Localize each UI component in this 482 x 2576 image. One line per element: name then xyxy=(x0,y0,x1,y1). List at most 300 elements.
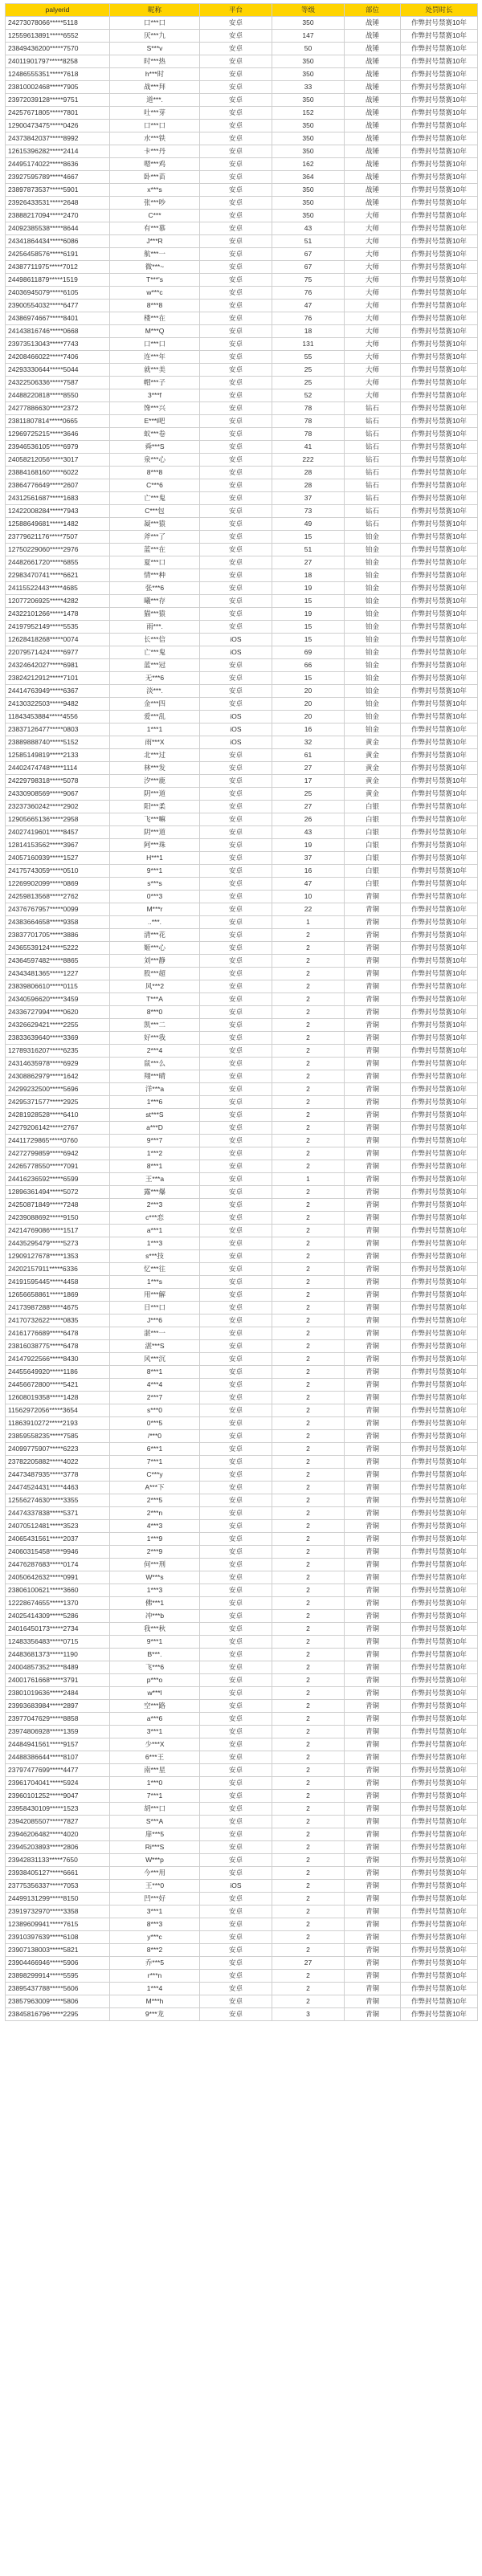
cell-level: 2 xyxy=(272,1070,345,1083)
cell-level: 131 xyxy=(272,338,345,351)
cell-penalty: 作弊封号禁赛10年 xyxy=(401,1083,478,1096)
cell-penalty: 作弊封号禁赛10年 xyxy=(401,942,478,955)
cell-nickname: 日***口 xyxy=(110,1302,200,1314)
cell-level: 350 xyxy=(272,68,345,81)
cell-nickname: 蓝***在 xyxy=(110,544,200,556)
cell-player-id: 23782205882*****4022 xyxy=(6,1456,110,1469)
cell-penalty: 作弊封号禁赛10年 xyxy=(401,1661,478,1674)
table-row xyxy=(6,1520,478,1533)
table-row xyxy=(6,68,478,81)
cell-penalty: 作弊封号禁赛10年 xyxy=(401,55,478,68)
cell-penalty: 作弊封号禁赛10年 xyxy=(401,1738,478,1751)
cell-rank: 青铜 xyxy=(345,1340,401,1353)
cell-rank: 大师 xyxy=(345,261,401,274)
table-row xyxy=(6,428,478,441)
cell-level: 2 xyxy=(272,1289,345,1302)
cell-rank: 青铜 xyxy=(345,1854,401,1867)
cell-nickname: 1***6 xyxy=(110,1096,200,1109)
cell-player-id: 23897873537*****5901 xyxy=(6,184,110,197)
cell-penalty: 作弊封号禁赛10年 xyxy=(401,518,478,531)
cell-rank: 青铜 xyxy=(345,1970,401,1983)
table-row xyxy=(6,1636,478,1649)
cell-platform: 安卓 xyxy=(200,1237,272,1250)
cell-penalty: 作弊封号禁赛10年 xyxy=(401,1777,478,1790)
cell-rank: 铂金 xyxy=(345,582,401,595)
cell-platform: 安卓 xyxy=(200,1906,272,1918)
cell-rank: 青铜 xyxy=(345,1957,401,1970)
cell-level: 2 xyxy=(272,1212,345,1225)
table-row xyxy=(6,467,478,479)
cell-nickname: 舜***S xyxy=(110,441,200,454)
cell-level: 2 xyxy=(272,1970,345,1983)
cell-nickname: 卧***苗 xyxy=(110,171,200,184)
table-row xyxy=(6,505,478,518)
cell-player-id: 24474524431*****4463 xyxy=(6,1482,110,1494)
cell-rank: 战锤 xyxy=(345,30,401,43)
cell-platform: 安卓 xyxy=(200,312,272,325)
cell-platform: 安卓 xyxy=(200,569,272,582)
cell-level: 2 xyxy=(272,1186,345,1199)
cell-nickname: 湛***一 xyxy=(110,1327,200,1340)
cell-penalty: 作弊封号禁赛10年 xyxy=(401,968,478,980)
cell-nickname: 凹***好 xyxy=(110,1893,200,1906)
cell-penalty: 作弊封号禁赛10年 xyxy=(401,672,478,685)
cell-level: 2 xyxy=(272,1880,345,1893)
cell-penalty: 作弊封号禁赛10年 xyxy=(401,1880,478,1893)
cell-platform: 安卓 xyxy=(200,210,272,222)
cell-player-id: 12896361494*****5072 xyxy=(6,1186,110,1199)
cell-rank: 铂金 xyxy=(345,544,401,556)
table-row xyxy=(6,826,478,839)
cell-level: 49 xyxy=(272,518,345,531)
cell-player-id: 12588649681*****1482 xyxy=(6,518,110,531)
cell-player-id: 12656658861*****1869 xyxy=(6,1289,110,1302)
cell-level: 2 xyxy=(272,1854,345,1867)
cell-level: 2 xyxy=(272,993,345,1006)
cell-penalty: 作弊封号禁赛10年 xyxy=(401,1366,478,1379)
cell-platform: 安卓 xyxy=(200,1225,272,1237)
cell-level: 15 xyxy=(272,531,345,544)
cell-penalty: 作弊封号禁赛10年 xyxy=(401,1828,478,1841)
cell-platform: 安卓 xyxy=(200,1970,272,1983)
cell-nickname: J***6 xyxy=(110,1314,200,1327)
cell-penalty: 作弊封号禁赛10年 xyxy=(401,1469,478,1482)
cell-platform: 安卓 xyxy=(200,621,272,634)
table-row xyxy=(6,1135,478,1147)
cell-nickname: 翔***晴 xyxy=(110,1070,200,1083)
cell-nickname: 金***四 xyxy=(110,698,200,711)
cell-rank: 战锤 xyxy=(345,197,401,210)
cell-rank: 青铜 xyxy=(345,1597,401,1610)
cell-player-id: 23849436200*****7570 xyxy=(6,43,110,55)
cell-platform: 安卓 xyxy=(200,1392,272,1404)
cell-level: 2 xyxy=(272,1443,345,1456)
cell-platform: 安卓 xyxy=(200,1995,272,2008)
cell-level: 20 xyxy=(272,698,345,711)
cell-nickname: 8***2 xyxy=(110,1944,200,1957)
table-row xyxy=(6,312,478,325)
cell-rank: 青铜 xyxy=(345,1764,401,1777)
table-row xyxy=(6,518,478,531)
cell-nickname: 口***口 xyxy=(110,338,200,351)
cell-level: 2 xyxy=(272,1404,345,1417)
table-row xyxy=(6,81,478,94)
cell-player-id: 24341864434*****6086 xyxy=(6,235,110,248)
cell-player-id: 12628418268*****0074 xyxy=(6,634,110,646)
cell-level: 2 xyxy=(272,1713,345,1726)
cell-platform: 安卓 xyxy=(200,1520,272,1533)
cell-nickname: M***h xyxy=(110,1995,200,2008)
cell-nickname: J***R xyxy=(110,235,200,248)
table-row xyxy=(6,621,478,634)
cell-nickname: T***A xyxy=(110,993,200,1006)
cell-penalty: 作弊封号禁赛10年 xyxy=(401,1070,478,1083)
cell-platform: 安卓 xyxy=(200,1250,272,1263)
cell-nickname: 馋***兴 xyxy=(110,402,200,415)
cell-player-id: 23810002468*****7905 xyxy=(6,81,110,94)
cell-penalty: 作弊封号禁赛10年 xyxy=(401,312,478,325)
cell-penalty: 作弊封号禁赛10年 xyxy=(401,17,478,30)
cell-penalty: 作弊封号禁赛10年 xyxy=(401,1507,478,1520)
cell-rank: 青铜 xyxy=(345,1289,401,1302)
cell-player-id: 23884168160*****6022 xyxy=(6,467,110,479)
cell-penalty: 作弊封号禁赛10年 xyxy=(401,94,478,107)
cell-penalty: 作弊封号禁赛10年 xyxy=(401,1867,478,1880)
table-row xyxy=(6,916,478,929)
cell-player-id: 11843453884*****4556 xyxy=(6,711,110,723)
table-row xyxy=(6,1212,478,1225)
cell-penalty: 作弊封号禁赛10年 xyxy=(401,107,478,120)
cell-rank: 青铜 xyxy=(345,1237,401,1250)
table-body xyxy=(6,17,478,2021)
cell-penalty: 作弊封号禁赛10年 xyxy=(401,1353,478,1366)
cell-penalty: 作弊封号禁赛10年 xyxy=(401,402,478,415)
column-header-platform: 平台 xyxy=(200,4,272,17)
table-row xyxy=(6,955,478,968)
cell-rank: 青铜 xyxy=(345,1867,401,1880)
cell-penalty: 作弊封号禁赛10年 xyxy=(401,569,478,582)
cell-penalty: 作弊封号禁赛10年 xyxy=(401,415,478,428)
cell-player-id: 11562972056*****3654 xyxy=(6,1404,110,1417)
cell-level: 364 xyxy=(272,171,345,184)
cell-rank: 大师 xyxy=(345,377,401,389)
cell-nickname: 少***X xyxy=(110,1738,200,1751)
cell-nickname: 洋***a xyxy=(110,1083,200,1096)
table-row xyxy=(6,1610,478,1623)
cell-nickname: 1***1 xyxy=(110,723,200,736)
cell-rank: 铂金 xyxy=(345,634,401,646)
cell-platform: 安卓 xyxy=(200,775,272,788)
table-row xyxy=(6,1430,478,1443)
cell-level: 2 xyxy=(272,1032,345,1045)
cell-nickname: 阿***珠 xyxy=(110,839,200,852)
cell-rank: 铂金 xyxy=(345,595,401,608)
cell-player-id: 24293330644*****5044 xyxy=(6,364,110,377)
cell-platform: 安卓 xyxy=(200,389,272,402)
cell-nickname: M***Q xyxy=(110,325,200,338)
table-row xyxy=(6,993,478,1006)
cell-platform: 安卓 xyxy=(200,1944,272,1957)
cell-rank: 青铜 xyxy=(345,929,401,942)
cell-platform: 安卓 xyxy=(200,325,272,338)
column-header-penalty: 处罚时长 xyxy=(401,4,478,17)
cell-level: 2 xyxy=(272,1533,345,1546)
cell-player-id: 23845816796*****2295 xyxy=(6,2008,110,2021)
cell-player-id: 24387711975*****7012 xyxy=(6,261,110,274)
cell-player-id: 24130322503*****9482 xyxy=(6,698,110,711)
cell-player-id: 12077206925*****4282 xyxy=(6,595,110,608)
cell-penalty: 作弊封号禁赛10年 xyxy=(401,711,478,723)
cell-rank: 青铜 xyxy=(345,1392,401,1404)
cell-rank: 青铜 xyxy=(345,1571,401,1584)
table-row xyxy=(6,1366,478,1379)
cell-platform: 安卓 xyxy=(200,1173,272,1186)
cell-nickname: 2***n xyxy=(110,1507,200,1520)
cell-player-id: 23942831133*****7650 xyxy=(6,1854,110,1867)
cell-level: 2 xyxy=(272,1058,345,1070)
table-row xyxy=(6,1250,478,1263)
cell-penalty: 作弊封号禁赛10年 xyxy=(401,1944,478,1957)
table-row xyxy=(6,1661,478,1674)
table-row xyxy=(6,415,478,428)
cell-player-id: 24265778550*****7091 xyxy=(6,1160,110,1173)
cell-nickname: W***p xyxy=(110,1854,200,1867)
cell-level: 16 xyxy=(272,865,345,878)
cell-nickname: 刘***静 xyxy=(110,955,200,968)
cell-level: 2 xyxy=(272,1584,345,1597)
cell-penalty: 作弊封号禁赛10年 xyxy=(401,1302,478,1314)
cell-platform: 安卓 xyxy=(200,1122,272,1135)
cell-level: 15 xyxy=(272,621,345,634)
cell-penalty: 作弊封号禁赛10年 xyxy=(401,1314,478,1327)
table-row xyxy=(6,1559,478,1571)
cell-penalty: 作弊封号禁赛10年 xyxy=(401,788,478,801)
table-row xyxy=(6,608,478,621)
table-row xyxy=(6,287,478,300)
table-row xyxy=(6,1070,478,1083)
cell-platform: 安卓 xyxy=(200,839,272,852)
cell-penalty: 作弊封号禁赛10年 xyxy=(401,659,478,672)
cell-player-id: 12900473475*****0426 xyxy=(6,120,110,132)
cell-level: 69 xyxy=(272,646,345,659)
table-row xyxy=(6,788,478,801)
cell-rank: 青铜 xyxy=(345,1841,401,1854)
cell-level: 2 xyxy=(272,1417,345,1430)
cell-penalty: 作弊封号禁赛10年 xyxy=(401,132,478,145)
cell-nickname: S***v xyxy=(110,43,200,55)
cell-platform: 安卓 xyxy=(200,1032,272,1045)
cell-player-id: 23839806610*****0115 xyxy=(6,980,110,993)
cell-player-id: 24308862979*****1642 xyxy=(6,1070,110,1083)
table-row xyxy=(6,942,478,955)
cell-rank: 青铜 xyxy=(345,1803,401,1816)
cell-rank: 战锤 xyxy=(345,107,401,120)
cell-nickname: 6***1 xyxy=(110,1443,200,1456)
cell-player-id: 24383664658*****9358 xyxy=(6,916,110,929)
cell-nickname: 淡***. xyxy=(110,685,200,698)
cell-penalty: 作弊封号禁赛10年 xyxy=(401,1135,478,1147)
cell-level: 27 xyxy=(272,762,345,775)
cell-level: 2 xyxy=(272,980,345,993)
cell-penalty: 作弊封号禁赛10年 xyxy=(401,749,478,762)
cell-platform: 安卓 xyxy=(200,1147,272,1160)
cell-platform: 安卓 xyxy=(200,1738,272,1751)
cell-level: 2 xyxy=(272,1379,345,1392)
cell-penalty: 作弊封号禁赛10年 xyxy=(401,698,478,711)
cell-penalty: 作弊封号禁赛10年 xyxy=(401,1443,478,1456)
cell-player-id: 23900554032*****6477 xyxy=(6,300,110,312)
cell-level: 67 xyxy=(272,248,345,261)
cell-level: 78 xyxy=(272,428,345,441)
table-row xyxy=(6,351,478,364)
cell-nickname: a***1 xyxy=(110,1225,200,1237)
cell-platform: 安卓 xyxy=(200,865,272,878)
cell-rank: 青铜 xyxy=(345,1083,401,1096)
cell-level: 19 xyxy=(272,582,345,595)
cell-platform: 安卓 xyxy=(200,1687,272,1700)
cell-rank: 钻石 xyxy=(345,505,401,518)
cell-platform: 安卓 xyxy=(200,1058,272,1070)
table-row xyxy=(6,1944,478,1957)
table-row xyxy=(6,1533,478,1546)
cell-player-id: 24001761668*****3791 xyxy=(6,1674,110,1687)
cell-player-id: 24272799859*****6942 xyxy=(6,1147,110,1160)
cell-rank: 铂金 xyxy=(345,659,401,672)
cell-penalty: 作弊封号禁赛10年 xyxy=(401,1494,478,1507)
cell-player-id: 24330908569*****9067 xyxy=(6,788,110,801)
cell-penalty: 作弊封号禁赛10年 xyxy=(401,634,478,646)
cell-penalty: 作弊封号禁赛10年 xyxy=(401,1520,478,1533)
cell-level: 41 xyxy=(272,441,345,454)
cell-level: 67 xyxy=(272,261,345,274)
cell-level: 2 xyxy=(272,1225,345,1237)
cell-level: 33 xyxy=(272,81,345,94)
cell-player-id: 24435295479*****5273 xyxy=(6,1237,110,1250)
cell-player-id: 24191595445*****4458 xyxy=(6,1276,110,1289)
table-row xyxy=(6,1738,478,1751)
cell-platform: 安卓 xyxy=(200,377,272,389)
cell-level: 2 xyxy=(272,1738,345,1751)
cell-penalty: 作弊封号禁赛10年 xyxy=(401,1546,478,1559)
cell-penalty: 作弊封号禁赛10年 xyxy=(401,1816,478,1828)
cell-player-id: 24036945079*****6105 xyxy=(6,287,110,300)
cell-level: 2 xyxy=(272,1340,345,1353)
cell-level: 2 xyxy=(272,1751,345,1764)
cell-platform: iOS xyxy=(200,634,272,646)
cell-nickname: 阳***柔 xyxy=(110,801,200,813)
cell-player-id: 11863910272*****2193 xyxy=(6,1417,110,1430)
cell-nickname: 忆***往 xyxy=(110,1263,200,1276)
cell-platform: 安卓 xyxy=(200,826,272,839)
cell-player-id: 24214769086*****1517 xyxy=(6,1225,110,1237)
cell-rank: 钻石 xyxy=(345,428,401,441)
cell-platform: 安卓 xyxy=(200,1443,272,1456)
cell-rank: 青铜 xyxy=(345,1893,401,1906)
cell-penalty: 作弊封号禁赛10年 xyxy=(401,1122,478,1135)
cell-level: 75 xyxy=(272,274,345,287)
cell-penalty: 作弊封号禁赛10年 xyxy=(401,1649,478,1661)
cell-player-id: 12228674655*****1370 xyxy=(6,1597,110,1610)
cell-platform: 安卓 xyxy=(200,338,272,351)
cell-platform: 安卓 xyxy=(200,1212,272,1225)
cell-platform: 安卓 xyxy=(200,980,272,993)
cell-rank: 战锤 xyxy=(345,158,401,171)
cell-player-id: 24488386644*****8107 xyxy=(6,1751,110,1764)
cell-platform: 安卓 xyxy=(200,916,272,929)
cell-player-id: 24314635978*****6929 xyxy=(6,1058,110,1070)
cell-rank: 大师 xyxy=(345,210,401,222)
cell-rank: 青铜 xyxy=(345,1661,401,1674)
cell-player-id: 23864776649*****2607 xyxy=(6,479,110,492)
cell-penalty: 作弊封号禁赛10年 xyxy=(401,1674,478,1687)
cell-level: 2 xyxy=(272,1559,345,1571)
cell-player-id: 23938405127*****6661 xyxy=(6,1867,110,1880)
cell-rank: 青铜 xyxy=(345,1713,401,1726)
cell-player-id: 24474337838*****5371 xyxy=(6,1507,110,1520)
table-row xyxy=(6,1353,478,1366)
cell-player-id: 24299232500*****5696 xyxy=(6,1083,110,1096)
cell-level: 28 xyxy=(272,467,345,479)
cell-player-id: 12905665136*****2958 xyxy=(6,813,110,826)
table-row xyxy=(6,711,478,723)
cell-rank: 青铜 xyxy=(345,1931,401,1944)
cell-level: 2 xyxy=(272,1906,345,1918)
cell-rank: 青铜 xyxy=(345,1212,401,1225)
cell-rank: 铂金 xyxy=(345,711,401,723)
cell-level: 32 xyxy=(272,736,345,749)
table-row xyxy=(6,17,478,30)
cell-penalty: 作弊封号禁赛10年 xyxy=(401,479,478,492)
cell-level: 47 xyxy=(272,878,345,891)
cell-rank: 战锤 xyxy=(345,17,401,30)
table-row xyxy=(6,1546,478,1559)
cell-platform: 安卓 xyxy=(200,762,272,775)
cell-rank: 青铜 xyxy=(345,1250,401,1263)
cell-platform: 安卓 xyxy=(200,1340,272,1353)
cell-nickname: w***c xyxy=(110,287,200,300)
cell-nickname: 2***7 xyxy=(110,1392,200,1404)
table-row xyxy=(6,30,478,43)
cell-platform: 安卓 xyxy=(200,1083,272,1096)
cell-rank: 青铜 xyxy=(345,1700,401,1713)
cell-rank: 青铜 xyxy=(345,891,401,903)
cell-rank: 铂金 xyxy=(345,556,401,569)
cell-nickname: 8***8 xyxy=(110,300,200,312)
table-row xyxy=(6,1289,478,1302)
cell-level: 2 xyxy=(272,1520,345,1533)
cell-level: 2 xyxy=(272,1276,345,1289)
table-row xyxy=(6,479,478,492)
cell-penalty: 作弊封号禁赛10年 xyxy=(401,467,478,479)
cell-nickname: s***s xyxy=(110,878,200,891)
cell-penalty: 作弊封号禁赛10年 xyxy=(401,210,478,222)
cell-nickname: 泉***心 xyxy=(110,454,200,467)
cell-nickname: 佛***1 xyxy=(110,1597,200,1610)
cell-platform: 安卓 xyxy=(200,1263,272,1276)
cell-nickname: 吐***芽 xyxy=(110,107,200,120)
cell-player-id: 24495174022*****8636 xyxy=(6,158,110,171)
table-row xyxy=(6,878,478,891)
cell-penalty: 作弊封号禁赛10年 xyxy=(401,1597,478,1610)
table-row xyxy=(6,120,478,132)
cell-nickname: 8***1 xyxy=(110,1160,200,1173)
cell-penalty: 作弊封号禁赛10年 xyxy=(401,1006,478,1019)
cell-nickname: 亡***鬼 xyxy=(110,646,200,659)
table-row xyxy=(6,1122,478,1135)
cell-platform: 安卓 xyxy=(200,608,272,621)
table-row xyxy=(6,1392,478,1404)
cell-player-id: 23972039128*****9751 xyxy=(6,94,110,107)
